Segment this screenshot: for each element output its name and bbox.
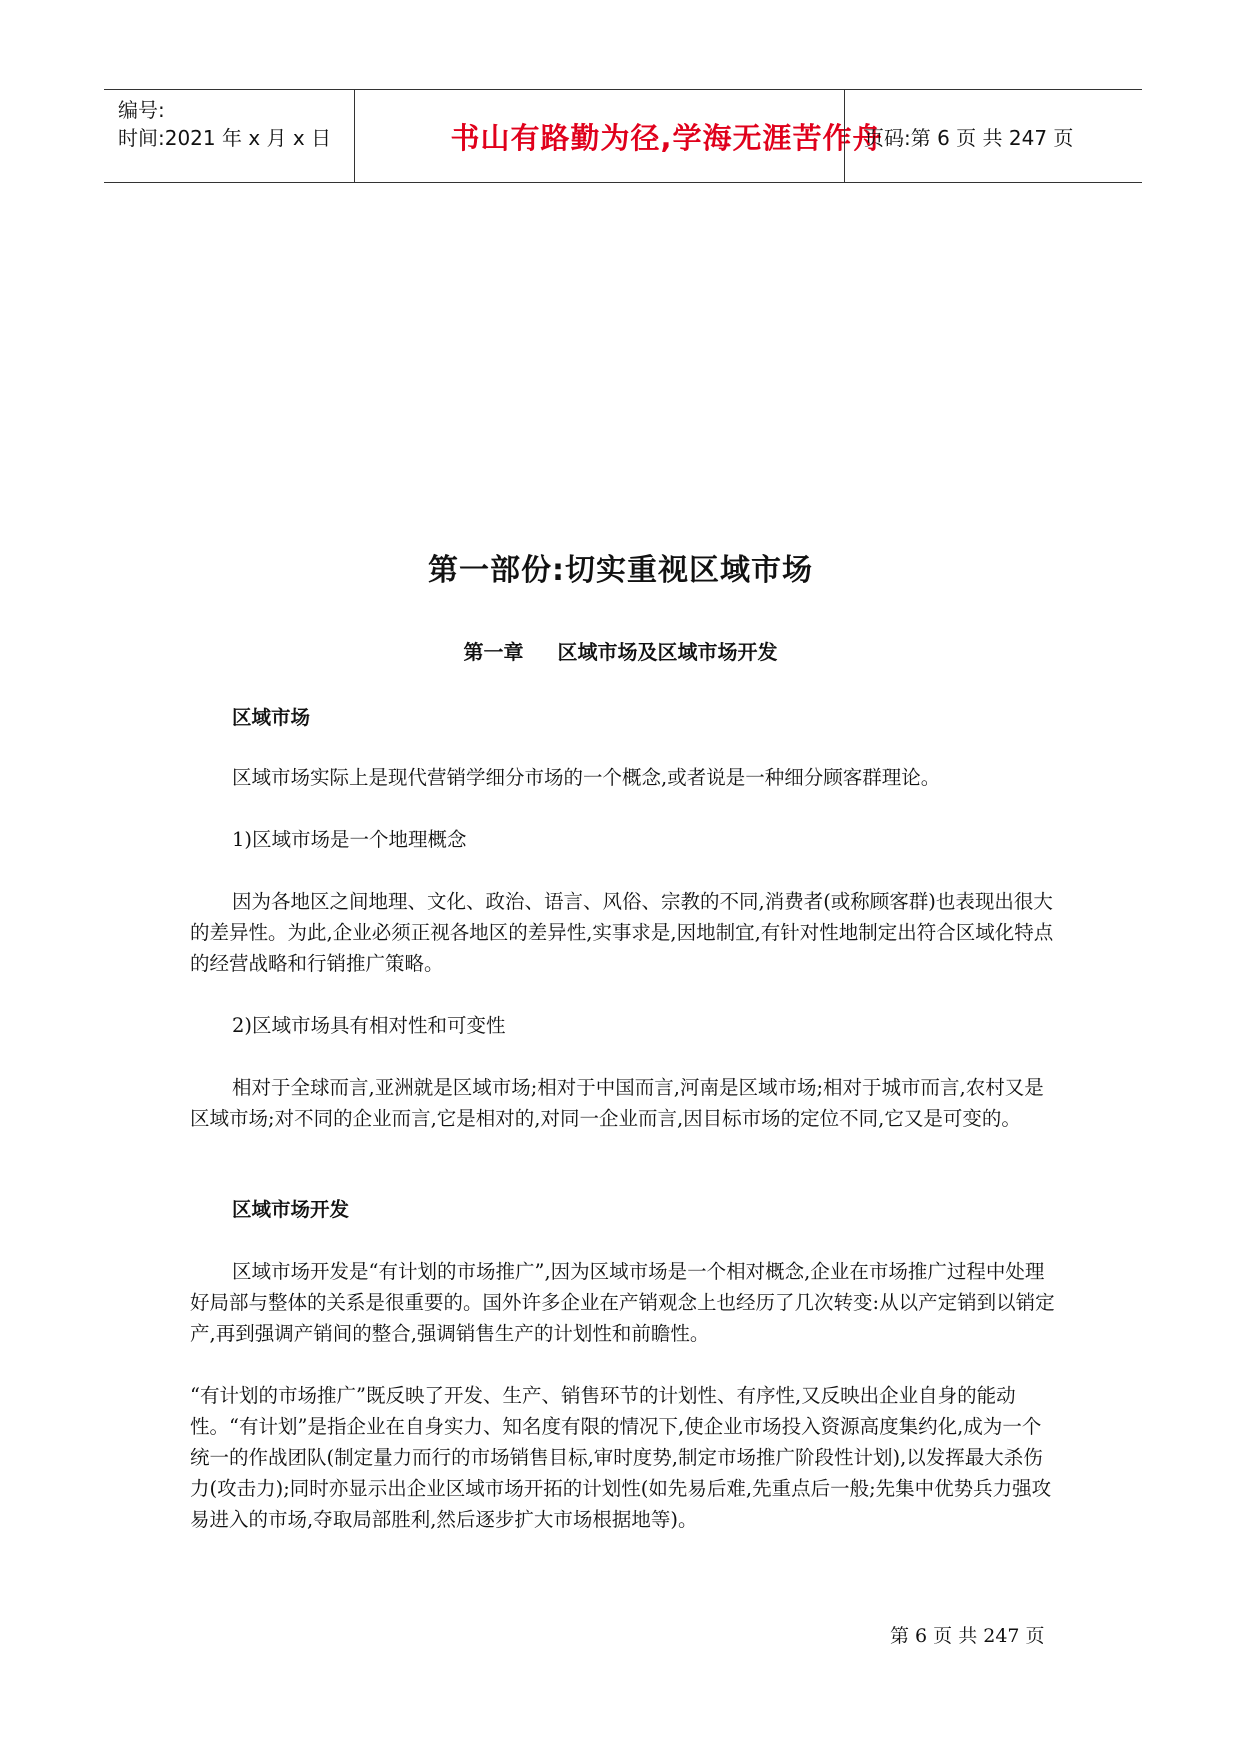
section-heading-market-development: 区域市场开发 — [232, 1198, 350, 1221]
page-header — [104, 89, 1142, 183]
page-footer: 第 6 页 共 247 页 — [890, 1625, 1045, 1647]
header-motto: 书山有路勤为径,学海无涯苦作舟 — [450, 120, 883, 155]
chapter-heading — [0, 636, 1241, 665]
header-number-label: 编号: — [118, 98, 165, 122]
point-1: 1)区域市场是一个地理概念 — [232, 828, 467, 851]
paragraph-development: 区域市场开发是“有计划的市场推广”,因为区域市场是一个相对概念,企业在市场推广过程中处理好局部与整体的关系是很重要的。国外许多企业在产销观念上也经历了几次转变:从以产定销到以销定产,再到强调产销间的整合,强调销售生产的计划性和前瞻性。 — [190, 1260, 1055, 1345]
part-title: 第一部份:切实重视区域市场 — [428, 553, 813, 588]
header-divider-right — [844, 90, 845, 182]
section-heading-regional-market: 区域市场 — [232, 706, 311, 729]
paragraph-planned-promotion: “有计划的市场推广”既反映了开发、生产、销售环节的计划性、有序性,又反映出企业自身的能动性。“有计划”是指企业在自身实力、知名度有限的情况下,使企业市场投入资源高度集约化,成为一个统一的作战团队(制定量力而行的市场销售目标,审时度势,制定市场推广阶段性计划),以发挥最大杀伤力(攻击力);同时亦显示出企业区域市场开拓的计划性(如先易后难,先重点后一般;先集中优势兵力强攻易进入的市场,夺取局部胜利,然后逐步扩大市场根据地等)。 — [190, 1384, 1052, 1531]
header-page-info: 页码:第 6 页 共 247 页 — [864, 125, 1074, 150]
header-divider-left — [354, 90, 355, 182]
header-time-label: 时间:2021 年 x 月 x 日 — [118, 126, 332, 150]
paragraph-relativity: 相对于全球而言,亚洲就是区域市场;相对于中国而言,河南是区域市场;相对于城市而言,农村又是区域市场;对不同的企业而言,它是相对的,对同一企业而言,因目标市场的定位不同,它又是可变的。 — [190, 1076, 1044, 1130]
chapter-title: 区域市场及区域市场开发 — [557, 640, 778, 664]
paragraph-geography: 因为各地区之间地理、文化、政治、语言、风俗、宗教的不同,消费者(或称顾客群)也表现出很大的差异性。为此,企业必须正视各地区的差异性,实事求是,因地制宜,有针对性地制定出符合区域化特点的经营战略和行销推广策略。 — [190, 890, 1054, 975]
paragraph-intro: 区域市场实际上是现代营销学细分市场的一个概念,或者说是一种细分顾客群理论。 — [232, 766, 941, 789]
header-meta — [118, 96, 358, 152]
chapter-number: 第一章 — [463, 640, 524, 664]
point-2: 2)区域市场具有相对性和可变性 — [232, 1014, 506, 1037]
